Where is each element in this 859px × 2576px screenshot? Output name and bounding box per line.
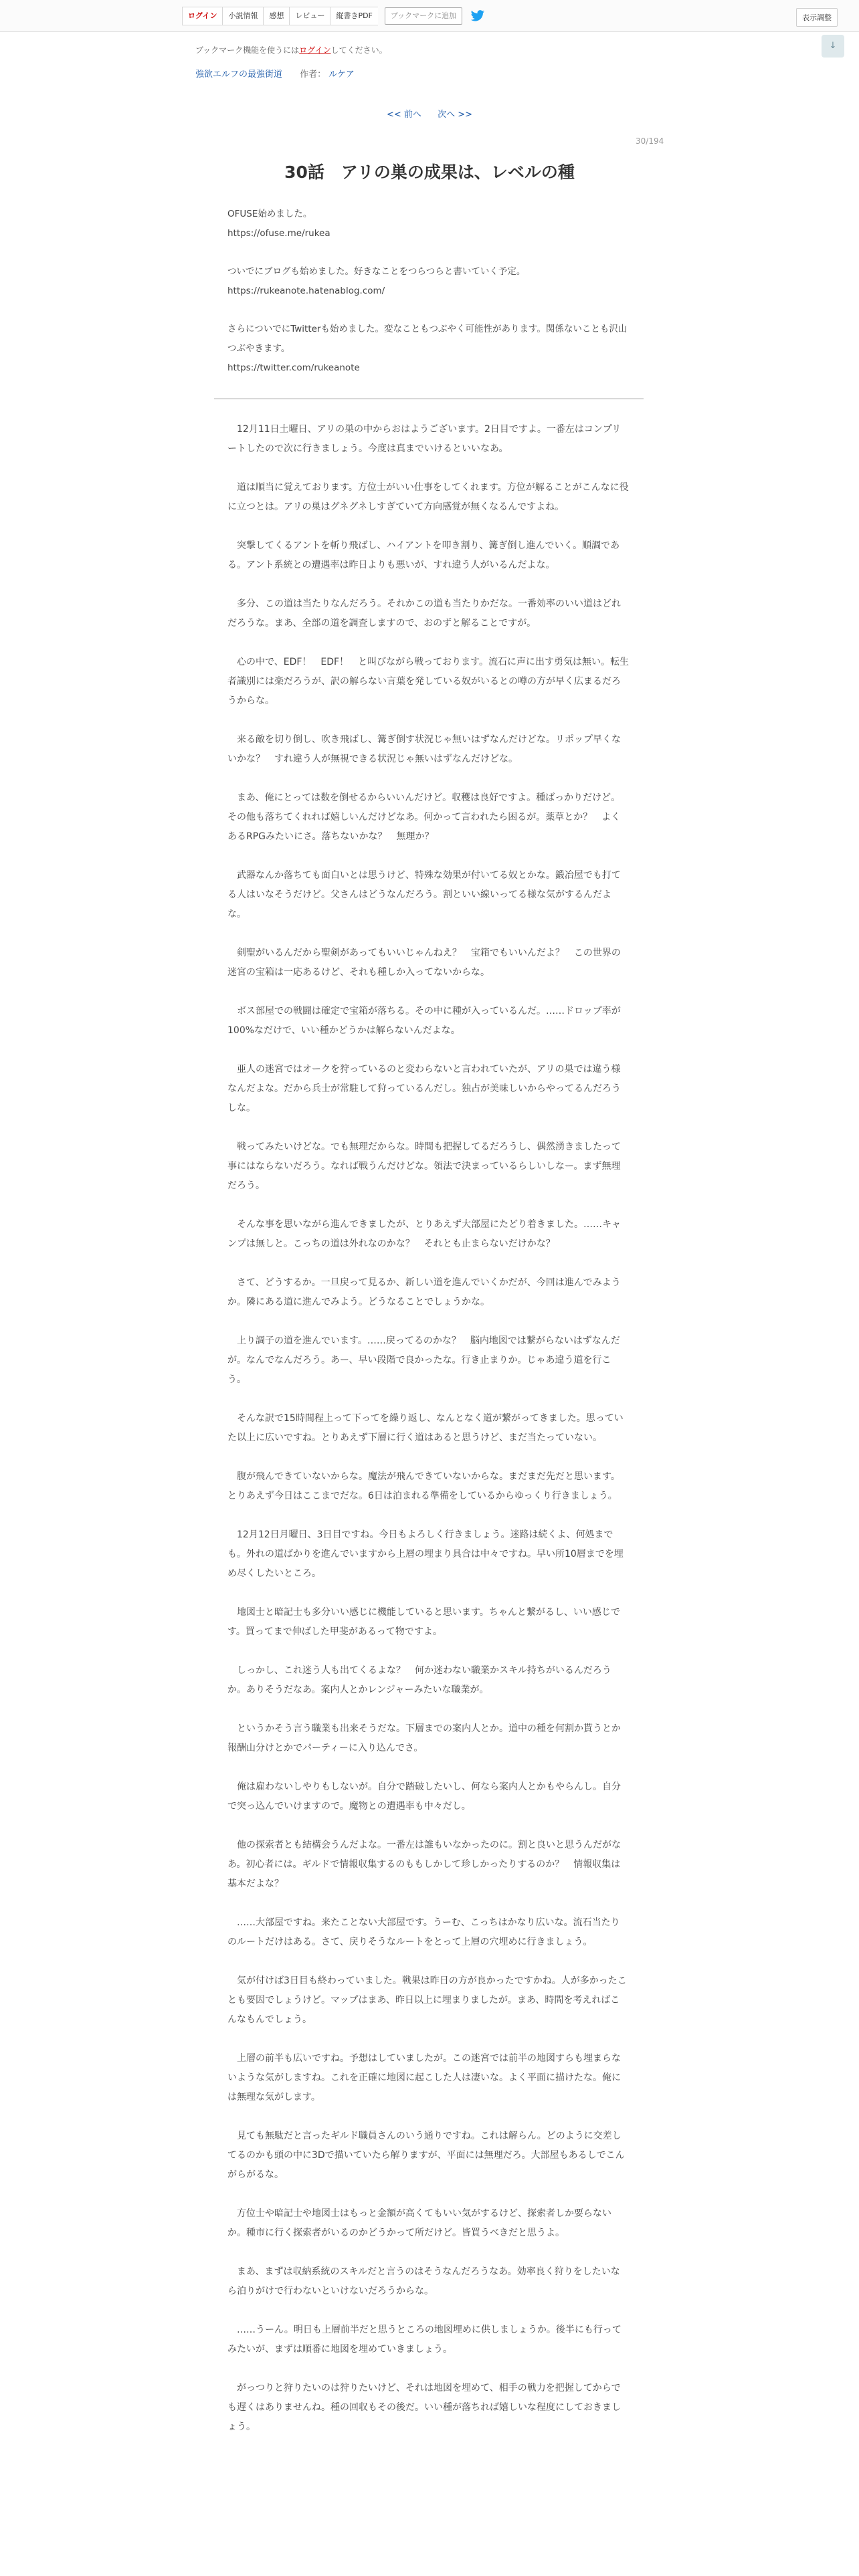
- body-paragraph: というかそう言う職業も出来そうだな。下層までの案内人とか。道中の種を何割か貰うとか報酬山分けとかでパーティーに入り込んでさ。: [227, 1723, 621, 1753]
- body-paragraph: 心の中で、EDF！ EDF！ と叫びながら戦っております。流石に声に出す勇気は無い。転生者識別には楽だろうが、訳の解らない言葉を発している奴がいるとの噂の方が早く広まるだろうからな。: [227, 657, 629, 706]
- preface-line: OFUSE始めました。: [227, 209, 312, 219]
- body-paragraph: 地図士と暗記士も多分いい感じに機能していると思います。ちゃんと繋がるし、いい感じです。買ってまで伸ばした甲斐があるって物ですよ。: [227, 1607, 620, 1637]
- login-link[interactable]: ログイン: [182, 7, 222, 25]
- preface-paragraph: [227, 205, 629, 243]
- notice-login-link[interactable]: ログイン: [299, 45, 331, 55]
- body-paragraph: 来る敵を切り倒し、吹き飛ばし、篝ぎ倒す状況じゃ無いはずなんだけどな。リポップ早くないかな？ すれ違う人が無視できる状況じゃ無いはずなんだけどな。: [227, 734, 621, 764]
- preface-line: ついでにブログも始めました。好きなことをつらつらと書いていく予定。: [227, 266, 526, 277]
- bookmark-notice: [195, 44, 387, 56]
- body-paragraph: 他の探索者とも結構会うんだよな。一番左は誰もいなかったのに。割と良いと思うんだがなあ。初心者には。ギルドで情報収集するのももしかして珍しかったりするのか？ 情報収集は基本だよな？: [227, 1840, 621, 1889]
- novel-body: [227, 420, 629, 2456]
- impressions-link[interactable]: 感想: [263, 7, 289, 25]
- series-row: [195, 67, 355, 80]
- pagetop-arrow-icon[interactable]: ↓: [822, 35, 844, 58]
- top-nav: [182, 7, 485, 25]
- body-paragraph: 道は順当に覚えております。方位士がいい仕事をしてくれます。方位が解ることがこんなに役に立つとは。アリの巣はグネグネしすぎていて方向感覚が無くなるんですよね。: [227, 482, 629, 512]
- body-paragraph: 見ても無駄だと言ったギルド職員さんのいう通りですね。これは解らん。どのように交差してるのかも頭の中に3Dで描いていたら解りますが、平面には無理だろ。大部屋もあるしでこんがらがるな。: [227, 2131, 625, 2180]
- body-paragraph: がっつりと狩りたいのは狩りたいけど、それは地図を埋めて、相手の戦力を把握してからでも遅くはありませんね。種の回収もその後だ。いい種が落ちれば嬉しいな程度にしておきましょう。: [227, 2383, 621, 2432]
- notice-text-before: ブックマーク機能を使うには: [195, 45, 300, 55]
- body-paragraph: 俺は雇わないしやりもしないが。自分で踏破したいし、何なら案内人とかもやらんし。自分で突っ込んでいけますので。魔物との遭遇率も中々だし。: [227, 1782, 621, 1812]
- body-paragraph: さて、どうするか。一旦戻って見るか、新しい道を進んでいくかだが、今回は進んでみようか。隣にある道に進んでみよう。どうなることでしょうかな。: [227, 1277, 621, 1307]
- body-paragraph: 上層の前半も広いですね。予想はしていましたが。この迷宮では前半の地図すらも埋まらないような気がしますね。これを正確に地図に起こした人は凄いな。よく平面に描けたな。俺には無理な気がします。: [227, 2053, 621, 2103]
- series-title-link[interactable]: 強欲エルフの最強街道: [195, 70, 283, 80]
- body-paragraph: 剣聖がいるんだから聖剣があってもいいじゃんねえ？ 宝箱でもいいんだよ？ この世界の迷宮の宝箱は一応あるけど、それも種しか入ってないからな。: [227, 948, 621, 978]
- body-paragraph: 12月11日土曜日、アリの巣の中からおはようございます。2日目ですよ。一番左はコンプリートしたので次に行きましょう。今度は真までいけるといいなあ。: [227, 424, 622, 454]
- ofuse-url: https://ofuse.me/rukea: [227, 228, 330, 239]
- vertical-pdf-link[interactable]: 縦書きPDF: [330, 7, 377, 25]
- twitter-url: https://twitter.com/rukeanote: [227, 362, 360, 373]
- body-paragraph: 方位士や暗記士や地図士はもっと金額が高くてもいい気がするけど、探索者しか要らないか。種市に行く探索者がいるのかどうかって所だけど。皆買うべきだと思うよ。: [227, 2208, 611, 2238]
- notice-text-after: してください。: [330, 45, 387, 55]
- body-paragraph: ……大部屋ですね。来たことない大部屋です。うーむ、こっちはかなり広いな。流石当たりのルートだけはある。さて、戻りそうなルートをとって上層の穴埋めに行きましょう。: [227, 1917, 620, 1947]
- episode-pager: [0, 107, 859, 120]
- preface: [227, 205, 629, 397]
- body-paragraph: 多分、この道は当たりなんだろう。それかこの道も当たりかだな。一番効率のいい道はどれだろうな。まあ、全部の道を調査しますので、おのずと解ることですが。: [227, 599, 621, 629]
- body-paragraph: まあ、俺にとっては数を倒せるからいいんだけど。収穫は良好ですよ。種ばっかりだけど。その他も落ちてくれれば嬉しいんだけどなあ。何かって言われたら困るが。薬草とか？ よくあるRPGみたいにさ。落ちないかな？ 無理か？: [227, 792, 621, 842]
- body-paragraph: 12月12日月曜日、3日目ですね。今日もよろしく行きましょう。迷路は続くよ、何処までも。外れの道ばかりを進んでいますから上層の埋まり具合は中々ですね。早い所10層までを埋め尽くしたいところ。: [227, 1529, 624, 1579]
- top-bar: [0, 0, 859, 32]
- twitter-icon[interactable]: [470, 10, 485, 22]
- body-paragraph: 武器なんか落ちても面白いとは思うけど、特殊な効果が付いてる奴とかな。鍛冶屋でも打てる人はいなそうだけど。父さんはどうなんだろう。割といい線いってる様な気がするんだよな。: [227, 870, 621, 920]
- body-paragraph: しっかし、これ迷う人も出てくるよな？ 何か迷わない職業かスキル持ちがいるんだろうか。ありそうだなあ。案内人とかレンジャーみたいな職業が。: [227, 1665, 611, 1695]
- body-paragraph: 気が付けば3日目も終わっていました。戦果は昨日の方が良かったですかね。人が多かったことも要因でしょうけど。マップはまあ、昨日以上に埋まりましたが。まあ、時間を考えればこんなもんでしょう。: [227, 1975, 627, 2025]
- novel-info-link[interactable]: 小説情報: [222, 7, 263, 25]
- body-paragraph: ……うーん。明日も上層前半だと思うところの地図埋めに供しましょうか。後半にも行ってみたいが、まずは順番に地図を埋めていきましょう。: [227, 2325, 622, 2355]
- body-paragraph: 戦ってみたいけどな。でも無理だからな。時間も把握してるだろうし、偶然湧きましたって事にはならないだろう。なれば戦うんだけどな。領法で決まっているらしいしなー。まず無理だろう。: [227, 1142, 621, 1191]
- body-paragraph: 腹が飛んできていないからな。魔法が飛んできていないからな。まだまだ先だと思います。とりあえず今日はここまでだな。6日は泊まれる準備をしているからゆっくり行きましょう。: [227, 1471, 620, 1501]
- preface-paragraph: [227, 320, 629, 378]
- episode-count: 30/194: [636, 136, 664, 146]
- body-paragraph: まあ、まずは収納系統のスキルだと言うのはそうなんだろうなあ。効率良く狩りをしたいなら泊りがけで行わないといけないだろうからな。: [227, 2266, 620, 2296]
- prev-episode-link[interactable]: << 前へ: [387, 110, 421, 120]
- body-paragraph: そんな事を思いながら進んできましたが、とりあえず大部屋にたどり着きました。……キャンプは無しと。こっちの道は外れなのかな？ それとも止まらないだけかな？: [227, 1219, 621, 1249]
- body-paragraph: そんな訳で15時間程上って下ってを繰り返し、なんとなく道が繋がってきました。思っていた以上に広いですね。とりあえず下層に行く道はあると思うけど、まだ当たっていない。: [227, 1413, 624, 1443]
- bookmark-add-button[interactable]: ブックマークに追加: [385, 7, 462, 25]
- body-paragraph: 亜人の迷宮ではオークを狩っているのと変わらないと言われていたが、アリの巣では違う様なんだよな。だから兵士が常駐して狩っているんだし。独占が美味しいからやってるんだろうしな。: [227, 1064, 621, 1113]
- blog-url: https://rukeanote.hatenablog.com/: [227, 286, 385, 296]
- display-settings-button[interactable]: 表示調整: [796, 8, 838, 27]
- preface-line: さらについでにTwitterも始めました。変なこともつぶやく可能性があります。関係ないことも沢山つぶやきます。: [227, 324, 628, 354]
- episode-title: 30話 アリの巣の成果は、レベルの種: [284, 163, 575, 182]
- next-episode-link[interactable]: 次へ >>: [438, 110, 472, 120]
- body-paragraph: ボス部屋での戦闘は確定で宝箱が落ちる。その中に種が入っているんだ。……ドロップ率が100%なだけで、いい種かどうかは解らないんだよな。: [227, 1006, 621, 1036]
- body-paragraph: 上り調子の道を進んでいます。……戻ってるのかな？ 脳内地図では繋がらないはずなんだが。なんでなんだろう。あー、早い段階で良かったな。行き止まりか。じゃあ違う道を行こう。: [227, 1335, 620, 1385]
- review-link[interactable]: レビュー: [289, 7, 330, 25]
- body-paragraph: 突撃してくるアントを斬り飛ばし、ハイアントを叩き割り、篝ぎ倒し進んでいく。順調である。アント系統との遭遇率は昨日よりも悪いが、すれ違う人がいるんだよな。: [227, 540, 620, 570]
- author-label: 作者：: [300, 70, 326, 80]
- preface-paragraph: [227, 262, 629, 301]
- author-link[interactable]: ルケア: [328, 70, 355, 80]
